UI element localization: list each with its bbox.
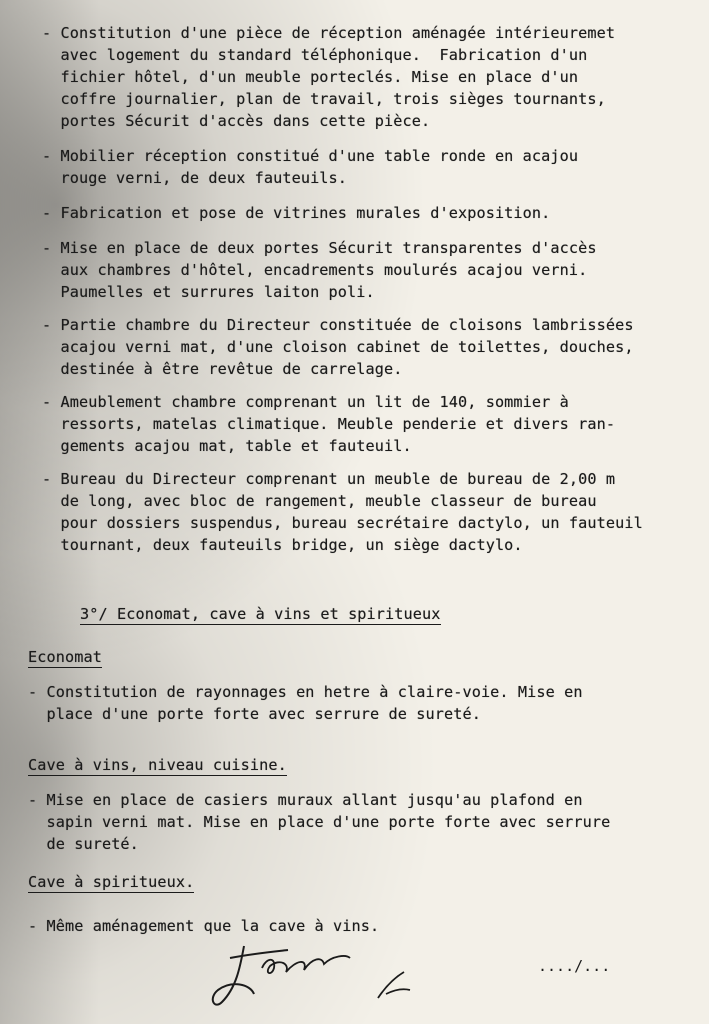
page-continuation: ..../... [538, 957, 611, 975]
body-line: - Ameublement chambre comprenant un lit de 140, sommier à [42, 393, 569, 411]
body-line: - Partie chambre du Directeur constituée de cloisons lambrissées [42, 316, 634, 334]
body-line: destinée à être revêtue de carrelage. [42, 360, 403, 378]
body-line: aux chambres d'hôtel, encadrements moulurés acajou verni. [42, 261, 588, 279]
economat-heading: Economat [28, 648, 102, 666]
body-line: - Bureau du Directeur comprenant un meuble de bureau de 2,00 m [42, 470, 616, 488]
body-line: avec logement du standard téléphonique. Fabrication d'un [42, 46, 588, 64]
economat-line: - Constitution de rayonnages en hetre à claire-voie. Mise en [28, 683, 583, 701]
cave-vins-line: sapin verni mat. Mise en place d'une porte forte avec serrure [28, 813, 611, 831]
body-line: fichier hôtel, d'un meuble porteclés. Mise en place d'un [42, 68, 579, 86]
body-line: de long, avec bloc de rangement, meuble classeur de bureau [42, 492, 597, 510]
body-line: Paumelles et surrures laiton poli. [42, 283, 375, 301]
cave-vins-heading: Cave à vins, niveau cuisine. [28, 756, 287, 774]
body-line: portes Sécurit d'accès dans cette pièce. [42, 112, 431, 130]
body-line: pour dossiers suspendus, bureau secrétaire dactylo, un fauteuil [42, 514, 643, 532]
handwritten-signature [200, 928, 420, 1024]
cave-spiritueux-heading: Cave à spiritueux. [28, 873, 195, 891]
body-line: - Mobilier réception constitué d'une table ronde en acajou [42, 147, 579, 165]
body-line: acajou verni mat, d'une cloison cabinet de toilettes, douches, [42, 338, 634, 356]
economat-line: place d'une porte forte avec serrure de sureté. [28, 705, 481, 723]
body-line: gements acajou mat, table et fauteuil. [42, 437, 412, 455]
body-line: - Mise en place de deux portes Sécurit transparentes d'accès [42, 239, 597, 257]
cave-vins-line: de sureté. [28, 835, 139, 853]
section-heading: 3°/ Economat, cave à vins et spiritueux [80, 605, 441, 623]
body-line: tournant, deux fauteuils bridge, un siège dactylo. [42, 536, 523, 554]
body-line: ressorts, matelas climatique. Meuble penderie et divers ran- [42, 415, 616, 433]
cave-vins-line: - Mise en place de casiers muraux allant jusqu'au plafond en [28, 791, 583, 809]
body-line: - Fabrication et pose de vitrines murales d'exposition. [42, 204, 551, 222]
body-line: rouge verni, de deux fauteuils. [42, 169, 348, 187]
cave-spiritueux-line: - Même aménagement que la cave à vins. [28, 917, 380, 935]
body-line: - Constitution d'une pièce de réception aménagée intérieuremet [42, 24, 616, 42]
body-line: coffre journalier, plan de travail, trois sièges tournants, [42, 90, 606, 108]
